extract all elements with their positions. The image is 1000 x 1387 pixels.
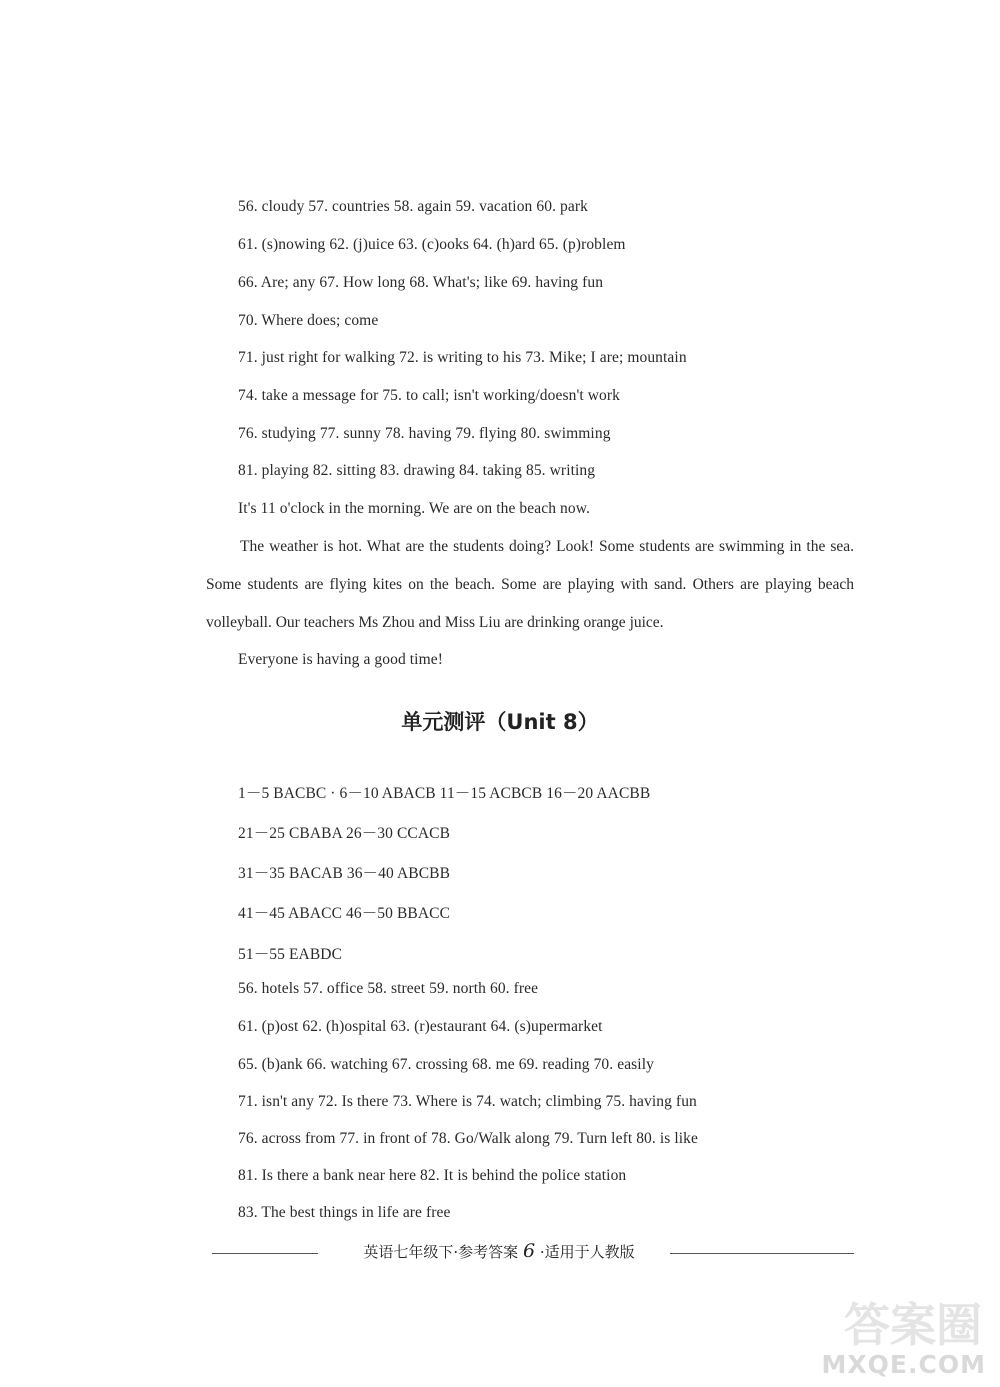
answer-line: 31－35 BACAB 36－40 ABCBB: [238, 865, 451, 882]
answer-line: 61. (p)ost 62. (h)ospital 63. (r)estaurant 64. (s)upermarket: [238, 1018, 603, 1035]
answer-line: 74. take a message for 75. to call; isn't working/doesn't work: [238, 387, 620, 404]
writing-closing-line: Everyone is having a good time!: [238, 651, 443, 668]
answer-line: 81. Is there a bank near here 82. It is behind the police station: [238, 1167, 627, 1184]
footer-edition: ·适用于人教版: [539, 1243, 635, 1261]
answer-line: 83. The best things in life are free: [238, 1204, 451, 1221]
writing-paragraph: The weather is hot. What are the students doing? Look! Some students are swimming in the sea. Some students are flying kites on the beach. Some are playing with sand. Others are playing beach volleyball. Our teachers Ms Zhou and Miss Liu are drinking orange juice.: [206, 538, 854, 631]
footer-book-title: 英语七年级下·参考答案: [363, 1243, 519, 1261]
answer-line: 51－55 EABDC: [238, 946, 343, 963]
answer-line: 76. studying 77. sunny 78. having 79. flying 80. swimming: [238, 425, 611, 442]
answer-line: 70. Where does; come: [238, 312, 379, 329]
answer-line: 56. hotels 57. office 58. street 59. north 60. free: [238, 980, 539, 997]
answer-line: 61. (s)nowing 62. (j)uice 63. (c)ooks 64. (h)ard 65. (p)roblem: [238, 236, 626, 253]
writing-opening-line: It's 11 o'clock in the morning. We are on the beach now.: [238, 500, 590, 517]
answer-line: 56. cloudy 57. countries 58. again 59. vacation 60. park: [238, 198, 588, 215]
answer-line: 21－25 CBABA 26－30 CCACB: [238, 825, 451, 842]
answer-line: 71. isn't any 72. Is there 73. Where is 74. watch; climbing 75. having fun: [238, 1093, 697, 1110]
page-number: 6: [522, 1240, 536, 1262]
answer-line: 41－45 ABACC 46－50 BBACC: [238, 905, 451, 922]
answer-line: 71. just right for walking 72. is writing to his 73. Mike; I are; mountain: [238, 349, 687, 366]
footer-rule-right: [670, 1253, 854, 1254]
watermark-logo: 答案圈: [844, 1298, 982, 1352]
watermark-site: MXQE.COM: [821, 1350, 986, 1379]
footer-rule-left: [212, 1253, 318, 1254]
answer-line: 66. Are; any 67. How long 68. What's; like 69. having fun: [238, 274, 604, 291]
answer-line: 65. (b)ank 66. watching 67. crossing 68. me 69. reading 70. easily: [238, 1056, 654, 1073]
page-footer: [212, 1238, 854, 1268]
answer-line: 76. across from 77. in front of 78. Go/Walk along 79. Turn left 80. is like: [238, 1130, 699, 1147]
answer-line: 1－5 BACBC · 6－10 ABACB 11－15 ACBCB 16－20 AACBB: [238, 785, 651, 802]
answer-line: 81. playing 82. sitting 83. drawing 84. taking 85. writing: [238, 462, 596, 479]
watermark: [821, 1289, 986, 1379]
footer-text: [324, 1240, 674, 1262]
section-heading: 单元测评（Unit 8）: [401, 710, 599, 734]
